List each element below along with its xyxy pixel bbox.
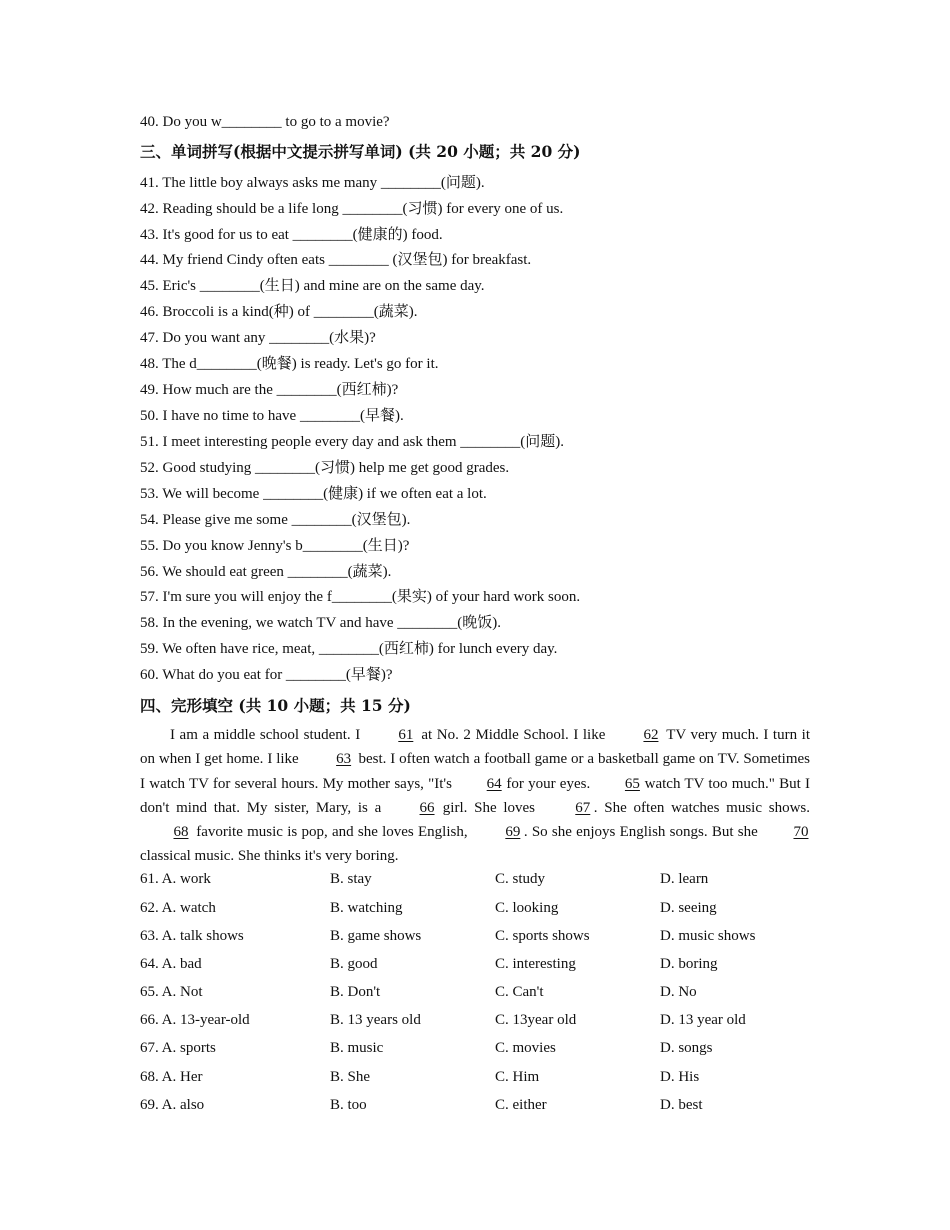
blank-68: 68 <box>173 824 189 841</box>
option-69-a: 69. A. also <box>140 1097 205 1113</box>
question-46: 46. Broccoli is a kind(种) of ________(蔬菜). <box>140 304 418 320</box>
question-50: 50. I have no time to have ________(早餐). <box>140 408 404 424</box>
option-69-b: B. too <box>330 1097 367 1113</box>
cloze-passage <box>140 723 810 869</box>
passage-text: watch TV too much." But I don't mind that. My sister, Mary, is a <box>140 775 810 816</box>
option-63-d: D. music shows <box>660 928 756 944</box>
question-42: 42. Reading should be a life long ________(习惯) for every one of us. <box>140 201 564 217</box>
option-62-a: 62. A. watch <box>140 900 216 916</box>
question-51: 51. I meet interesting people every day and ask them ________(问题). <box>140 434 565 450</box>
blank-67: 67 <box>575 799 591 816</box>
option-66-c: C. 13year old <box>495 1012 577 1028</box>
question-52: 52. Good studying ________(习惯) help me get good grades. <box>140 460 510 476</box>
passage-text: . She often watches music shows. <box>593 799 810 816</box>
passage-text: . So she enjoys English songs. But she <box>523 824 762 841</box>
option-68-d: D. His <box>660 1069 700 1085</box>
options-row-66 <box>140 1012 810 1032</box>
option-68-c: C. Him <box>495 1069 540 1085</box>
option-67-a: 67. A. sports <box>140 1040 216 1056</box>
option-63-a: 63. A. talk shows <box>140 928 244 944</box>
question-57: 57. I'm sure you will enjoy the f________(果实) of your hard work soon. <box>140 589 581 605</box>
section-3-heading: 三、单词拼写(根据中文提示拼写单词) (共 20 小题；共 20 分) <box>140 142 581 161</box>
option-61-a: 61. A. work <box>140 871 211 887</box>
question-56: 56. We should eat green ________(蔬菜). <box>140 564 392 580</box>
question-40: 40. Do you w________ to go to a movie? <box>140 114 390 130</box>
option-66-b: B. 13 years old <box>330 1012 421 1028</box>
options-row-63 <box>140 928 810 948</box>
option-65-d: D. No <box>660 984 697 1000</box>
option-66-d: D. 13 year old <box>660 1012 746 1028</box>
option-64-d: D. boring <box>660 956 718 972</box>
blank-66: 66 <box>419 799 435 816</box>
options-row-68 <box>140 1069 810 1089</box>
question-45: 45. Eric's ________(生日) and mine are on the same day. <box>140 278 485 294</box>
question-43: 43. It's good for us to eat ________(健康的) food. <box>140 227 443 243</box>
option-64-b: B. good <box>330 956 378 972</box>
options-row-61 <box>140 871 810 891</box>
question-55: 55. Do you know Jenny's b________(生日)? <box>140 538 410 554</box>
options-row-62 <box>140 900 810 920</box>
question-48: 48. The d________(晚餐) is ready. Let's go for it. <box>140 356 439 372</box>
option-68-a: 68. A. Her <box>140 1069 203 1085</box>
option-64-c: C. interesting <box>495 956 576 972</box>
option-65-b: B. Don't <box>330 984 381 1000</box>
passage-text: classical music. She thinks it's very boring. <box>140 848 399 865</box>
question-58: 58. In the evening, we watch TV and have ________(晚饭). <box>140 615 502 631</box>
option-64-a: 64. A. bad <box>140 956 202 972</box>
option-63-b: B. game shows <box>330 928 422 944</box>
option-65-a: 65. A. Not <box>140 984 203 1000</box>
option-68-b: B. She <box>330 1069 371 1085</box>
option-62-d: D. seeing <box>660 900 717 916</box>
option-69-d: D. best <box>660 1097 703 1113</box>
blank-70: 70 <box>793 824 809 841</box>
blank-63: 63 <box>336 751 352 768</box>
option-63-c: C. sports shows <box>495 928 590 944</box>
option-65-c: C. Can't <box>495 984 544 1000</box>
option-61-c: C. study <box>495 871 546 887</box>
passage-text: TV very much. I turn it on when I get home. I like <box>140 727 810 768</box>
option-61-b: B. stay <box>330 871 372 887</box>
question-47: 47. Do you want any ________(水果)? <box>140 330 376 346</box>
question-49: 49. How much are the ________(西红柿)? <box>140 382 399 398</box>
blank-69: 69 <box>505 824 521 841</box>
passage-text: favorite music is pop, and she loves English, <box>192 824 472 841</box>
blank-64: 64 <box>486 775 502 792</box>
question-54: 54. Please give me some ________(汉堡包). <box>140 512 411 528</box>
options-row-64 <box>140 956 810 976</box>
options-row-65 <box>140 984 810 1004</box>
passage-text: at No. 2 Middle School. I like <box>416 727 610 743</box>
passage-text: girl. She loves <box>436 799 542 816</box>
option-61-d: D. learn <box>660 871 709 887</box>
question-60: 60. What do you eat for ________(早餐)? <box>140 667 393 683</box>
question-53: 53. We will become ________(健康) if we often eat a lot. <box>140 486 487 502</box>
blank-65: 65 <box>624 775 640 792</box>
passage-text: for your eyes. <box>502 775 595 792</box>
question-59: 59. We often have rice, meat, ________(西红柿) for lunch every day. <box>140 641 558 657</box>
option-62-b: B. watching <box>330 900 403 916</box>
option-67-b: B. music <box>330 1040 384 1056</box>
option-69-c: C. either <box>495 1097 547 1113</box>
options-row-69 <box>140 1097 810 1117</box>
passage-text: best. I often watch a football game or a basketball game on TV. Sometimes I watch TV for several hours. My mother says, "It's <box>140 751 811 792</box>
option-62-c: C. looking <box>495 900 559 916</box>
option-66-a: 66. A. 13-year-old <box>140 1012 250 1028</box>
blank-61: 61 <box>398 727 414 743</box>
blank-62: 62 <box>643 727 659 743</box>
options-row-67 <box>140 1040 810 1060</box>
question-41: 41. The little boy always asks me many ________(问题). <box>140 175 485 191</box>
passage-text: I am a middle school student. I <box>170 727 365 743</box>
question-44: 44. My friend Cindy often eats ________ (汉堡包) for breakfast. <box>140 252 532 268</box>
section-4-heading: 四、完形填空 (共 10 小题；共 15 分) <box>140 696 411 715</box>
option-67-d: D. songs <box>660 1040 713 1056</box>
option-67-c: C. movies <box>495 1040 556 1056</box>
